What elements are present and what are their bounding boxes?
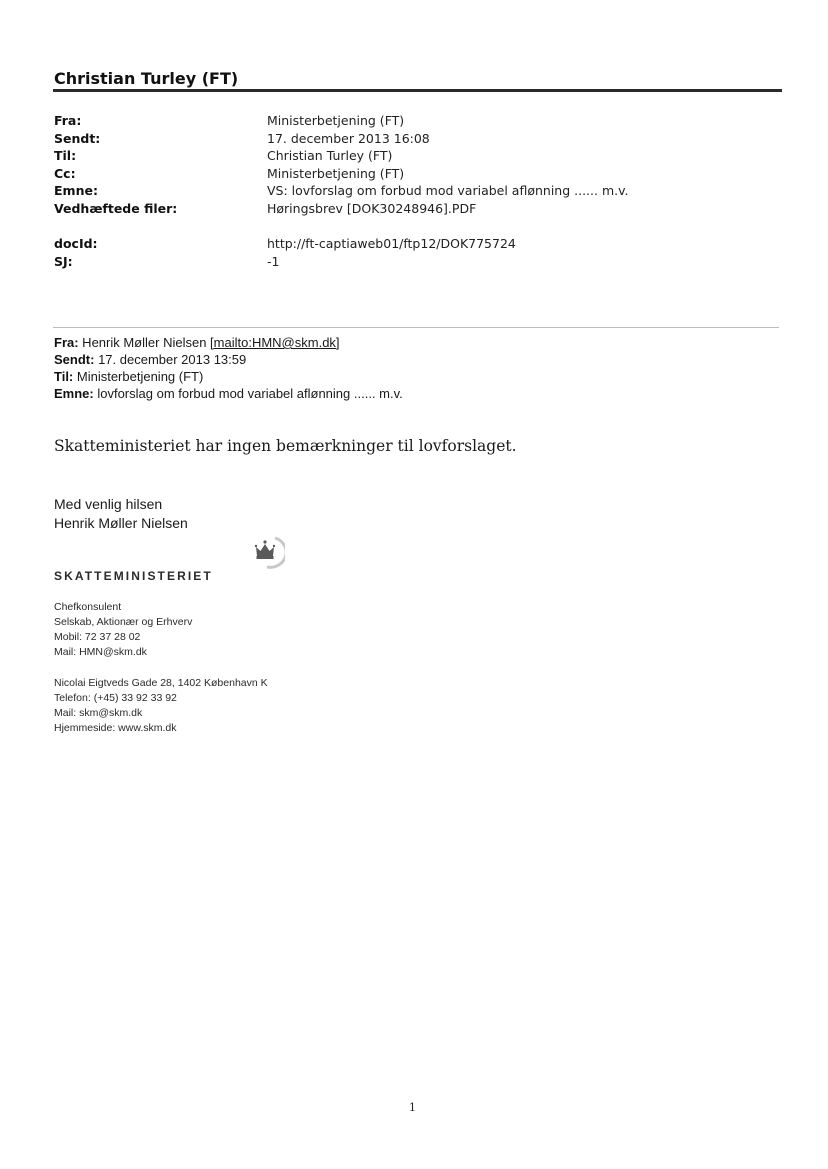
fwd-value: Henrik Møller Nielsen: [78, 335, 211, 350]
meta-label: Emne:: [54, 183, 98, 198]
meta-label: Sendt:: [54, 130, 101, 146]
message-body: Skatteministeriet har ingen bemærkninger til lovforslaget.: [54, 437, 517, 455]
meta-row-fra: [54, 112, 774, 130]
document-header-name: Christian Turley (FT): [54, 69, 239, 88]
meta-value: Ministerbetjening (FT): [267, 113, 405, 128]
meta-value: Christian Turley (FT): [267, 148, 393, 163]
header-rule: [53, 89, 782, 92]
fwd-row-sendt: [54, 351, 774, 368]
forwarded-header: [54, 334, 774, 402]
meta-row-sj: [54, 253, 774, 271]
meta-value: VS: lovforslag om forbud mod variabel aflønning ...... m.v.: [267, 183, 629, 198]
fwd-label: Til:: [54, 369, 74, 384]
meta-row-cc: [54, 165, 774, 183]
fwd-row-fra: [54, 334, 774, 351]
fwd-label: Fra:: [54, 335, 79, 350]
ministry-logo-text: SKATTEMINISTERIET: [54, 569, 213, 583]
signature-block: [54, 600, 268, 736]
sig-title: Chefkonsulent: [54, 601, 122, 613]
fwd-row-emne: [54, 385, 774, 402]
closing-greeting: Med venlig hilsen: [54, 496, 163, 512]
sig-department: Selskab, Aktionær og Erhverv: [54, 616, 193, 628]
email-metadata: [54, 112, 774, 270]
meta-row-docid: [54, 235, 774, 253]
sig-mobile: Mobil: 72 37 28 02: [54, 631, 141, 643]
meta-label: Cc:: [54, 165, 76, 181]
closing: [54, 495, 188, 533]
closing-sender-name: Henrik Møller Nielsen: [54, 515, 188, 531]
attachment-filename: Høringsbrev [DOK30248946].PDF: [267, 200, 477, 216]
sig-phone: Telefon: (+45) 33 92 33 92: [54, 692, 177, 704]
meta-value: Ministerbetjening (FT): [267, 165, 405, 181]
meta-row-til: [54, 147, 774, 165]
sig-address: Nicolai Eigtveds Gade 28, 1402 København K: [54, 677, 268, 689]
meta-label: Fra:: [54, 113, 82, 128]
fwd-value: lovforslag om forbud mod variabel aflønning ...... m.v.: [93, 386, 403, 401]
crown-logo-icon: [245, 535, 285, 569]
page-number: 1: [409, 1101, 416, 1114]
sig-website: Hjemmeside: www.skm.dk: [54, 722, 177, 734]
meta-value: -1: [267, 253, 280, 269]
meta-label: Vedhæftede filer:: [54, 200, 178, 216]
meta-value: http://ft-captiaweb01/ftp12/DOK775724: [267, 236, 516, 251]
fwd-value: Ministerbetjening (FT): [73, 369, 204, 384]
meta-label: SJ:: [54, 253, 73, 269]
mailto-link[interactable]: [mailto:HMN@skm.dk]: [210, 335, 340, 350]
fwd-value: 17. december 2013 13:59: [94, 352, 247, 367]
meta-label: Til:: [54, 148, 77, 163]
sig-org-mail: Mail: skm@skm.dk: [54, 707, 143, 719]
fwd-label: Sendt:: [54, 352, 95, 367]
meta-row-attachments: [54, 200, 774, 218]
meta-value: 17. december 2013 16:08: [267, 130, 430, 146]
forward-separator: [53, 327, 779, 328]
fwd-label: Emne:: [54, 386, 94, 401]
meta-row-emne: [54, 182, 774, 200]
meta-label: docId:: [54, 236, 98, 251]
sig-mail: Mail: HMN@skm.dk: [54, 646, 147, 658]
meta-gap: [54, 217, 774, 235]
fwd-row-til: [54, 368, 774, 385]
sig-gap: [54, 660, 268, 676]
meta-row-sendt: [54, 130, 774, 148]
